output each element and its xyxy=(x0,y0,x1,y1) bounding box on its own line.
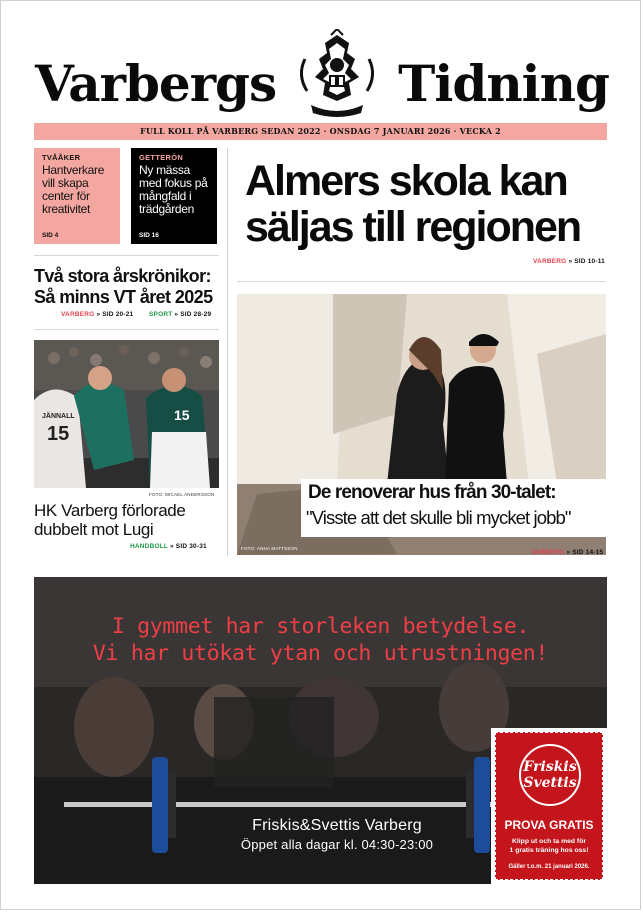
section-ref-handboll[interactable]: HANDBOLL » SID 30-31 xyxy=(130,543,207,550)
teaser-page: SID 4 xyxy=(42,232,59,239)
photo-credit: FOTO: ANNA MATTSSON xyxy=(241,546,298,551)
section-ref-renovation[interactable]: VARBERG » SID 14-15 xyxy=(531,549,604,556)
caption-quote[interactable]: "Visste att det skulle bli mycket jobb" xyxy=(306,507,571,528)
ad-hours: Öppet alla dagar kl. 04:30-23:00 xyxy=(240,837,434,852)
divider xyxy=(34,329,219,330)
logo-text-1: Friskis xyxy=(523,759,577,775)
coupon-valid: Gäller t.o.m. 21 januari 2026. xyxy=(508,864,590,870)
ad-headline: I gymmet har storleken betydelse. Vi har utökat ytan och utrustningen! xyxy=(92,614,549,666)
coupon-inner xyxy=(495,732,603,880)
masthead-title-left: Varbergs xyxy=(35,54,277,113)
teaser-text: Ny mässa med fokus på mångfald i trädgården xyxy=(139,163,208,216)
handball-illustration xyxy=(34,340,219,488)
divider xyxy=(34,255,219,256)
handball-photo xyxy=(34,340,219,488)
column-divider xyxy=(227,148,228,556)
jersey-number-left: 15 xyxy=(47,423,70,445)
divider xyxy=(237,281,606,282)
handball-headline[interactable]: HK Varberg förlorade dubbelt mot Lugi xyxy=(34,501,186,539)
caption-headline[interactable]: De renoverar hus från 30-talet: xyxy=(308,482,556,503)
teaser-kicker: TVÅÅKER xyxy=(42,153,81,162)
teaser-text: Hantverkare vill skapa center för kreativitet xyxy=(42,163,105,216)
lead-headline[interactable]: Almers skola kan säljas till regionen xyxy=(245,157,581,251)
photo-credit: FOTO: MICAEL ANDERSSON xyxy=(149,492,215,497)
teaser-tvaaker[interactable] xyxy=(34,148,120,244)
review-headline-1[interactable]: Två stora årskrönikor: xyxy=(34,266,211,286)
ad-brand xyxy=(192,817,482,852)
coupon[interactable] xyxy=(491,728,607,884)
jersey-name: JÄNNALL xyxy=(42,413,75,420)
logo-text-2: Svettis xyxy=(523,775,577,791)
section-ref-sport[interactable]: SPORT » SID 28-29 xyxy=(149,311,212,318)
teaser-kicker: GETTERÖN xyxy=(139,153,184,162)
jersey-number-right: 15 xyxy=(174,407,190,423)
teaser-page: SID 16 xyxy=(139,232,159,239)
coupon-text: Klipp ut och ta med för 1 gratis träning hos oss! xyxy=(509,838,589,854)
advertisement[interactable] xyxy=(34,577,607,884)
ad-brand-name: Friskis&Svettis Varberg xyxy=(252,817,422,834)
section-ref-lead[interactable]: VARBERG » SID 10-11 xyxy=(533,258,605,265)
section-ref-varberg[interactable]: VARBERG » SID 20-21 xyxy=(61,311,134,318)
photo-caption-box xyxy=(301,479,606,537)
crest-icon xyxy=(291,29,383,121)
coupon-title: PROVA GRATIS xyxy=(504,818,594,832)
review-headline-2[interactable]: Så minns VT året 2025 xyxy=(34,287,213,307)
info-strip: FULL KOLL PÅ VARBERG SEDAN 2022 · ONSDAG 7 JANUARI 2026 · VECKA 2 xyxy=(34,123,607,140)
masthead-title-right: Tidning xyxy=(398,54,609,113)
masthead xyxy=(33,29,609,121)
teaser-getteron[interactable] xyxy=(131,148,217,244)
friskis-logo-icon xyxy=(514,739,586,811)
